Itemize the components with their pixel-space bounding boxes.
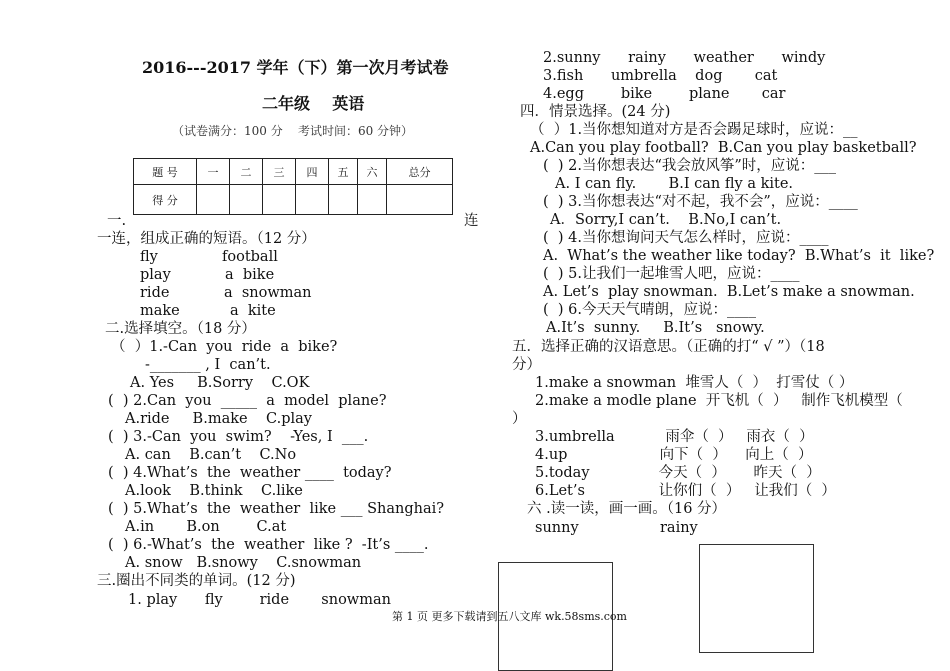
score-cell[interactable] — [329, 185, 358, 215]
score-table — [133, 158, 453, 215]
part3-item-1: 1. play fly ride snowman — [128, 592, 391, 608]
part5-item-2-cont: ） — [512, 411, 527, 427]
score-header-2: 二 — [230, 159, 263, 185]
part1-heading-b: 连 — [464, 213, 479, 229]
part1-left-4: make — [140, 303, 180, 319]
part1-right-1: football — [222, 249, 278, 265]
part1-left-1: fly — [140, 249, 158, 265]
part2-q4-options: A.look B.think C.like — [125, 483, 303, 499]
score-header-4: 四 — [296, 159, 329, 185]
score-header-1: 一 — [197, 159, 230, 185]
part5-heading-cont: 分） — [512, 357, 541, 373]
part6-heading: 六 .读一读，画一画。（16 分） — [527, 501, 727, 517]
score-cell[interactable] — [296, 185, 329, 215]
part6-word-sunny: sunny — [535, 520, 579, 536]
part2-q2: ( ) 2.Can you _____ a model plane? — [108, 393, 387, 409]
part5-heading: 五．选择正确的汉语意思。（正确的打“ √ ”）（18 — [512, 339, 825, 355]
part4-q2-options: A. I can fly. B.I can fly a kite. — [555, 176, 794, 192]
score-cell[interactable] — [230, 185, 263, 215]
score-header-3: 三 — [263, 159, 296, 185]
part6-word-rainy: rainy — [660, 520, 698, 536]
part2-heading: 二.选择填空。（18 分） — [105, 321, 256, 337]
part1-left-2: play — [140, 267, 171, 283]
part4-q1-options: A.Can you play football? B.Can you play basketball? — [530, 140, 917, 156]
score-header-6: 六 — [358, 159, 387, 185]
score-cell[interactable] — [197, 185, 230, 215]
part1-right-2: a bike — [225, 267, 275, 283]
part5-item-2: 2.make a modle plane 开飞机（ ） 制作飞机模型（ — [535, 393, 903, 409]
part4-q1: （ ）1.当你想知道对方是否会踢足球时，应说：__ — [530, 122, 858, 138]
score-cell[interactable] — [358, 185, 387, 215]
part2-q2-options: A.ride B.make C.play — [125, 411, 312, 427]
score-cell[interactable] — [263, 185, 296, 215]
part1-heading: 一连，组成正确的短语。（12 分） — [97, 231, 316, 247]
part1-right-3: a snowman — [224, 285, 312, 301]
exam-title: 2016---2017 学年（下）第一次月考试卷 — [142, 58, 449, 77]
part5-item-4: 4.up 向下（ ） 向上（ ） — [535, 447, 813, 463]
part5-item-1: 1.make a snowman 堆雪人（ ） 打雪仗（ ） — [535, 375, 854, 391]
part3-item-3: 3.fish umbrella dog cat — [543, 68, 778, 84]
part2-q1-line2: -_______ , I can’t. — [145, 357, 271, 373]
part1-left-3: ride — [140, 285, 170, 301]
part4-heading: 四．情景选择。(24 分) — [520, 104, 671, 120]
part4-q6: ( ) 6.今天天气晴朗，应说：____ — [543, 302, 756, 318]
score-header-label: 题 号 — [134, 159, 197, 185]
part4-q5-options: A. Let’s play snowman. B.Let’s make a snowman. — [543, 284, 915, 300]
part4-q3-options: A．Sorry,I can’t. B.No,I can’t. — [550, 212, 782, 228]
part2-q5-options: A.in B.on C.at — [125, 519, 287, 535]
part2-q6: ( ) 6.-What’s the weather like ? -It’s ____. — [108, 537, 429, 553]
score-cell-total[interactable] — [387, 185, 453, 215]
part5-item-6: 6.Let’s 让你们（ ） 让我们（ ） — [535, 483, 836, 499]
part3-item-4: 4.egg bike plane car — [543, 86, 786, 102]
part2-q3: ( ) 3.-Can you swim? -Yes, I ___. — [108, 429, 369, 445]
part1-right-4: a kite — [230, 303, 276, 319]
part2-q6-options: A. snow B.snowy C.snowman — [125, 555, 362, 571]
part4-q3: ( ) 3.当你想表达“对不起，我不会”，应说：____ — [543, 194, 858, 210]
part4-q4: ( ) 4.当你想询问天气怎么样时，应说：____ — [543, 230, 829, 246]
part2-q4: ( ) 4.What’s the weather ____ today? — [108, 465, 392, 481]
part2-q3-options: A. can B.can’t C.No — [125, 447, 297, 463]
part4-q5: ( ) 5.让我们一起堆雪人吧，应说：____ — [543, 266, 800, 282]
part2-q5: ( ) 5.What’s the weather like ___ Shanghai? — [108, 501, 444, 517]
part4-q2: ( ) 2.当你想表达“我会放风筝”时，应说：___ — [543, 158, 837, 174]
score-header-5: 五 — [329, 159, 358, 185]
score-row-label: 得 分 — [134, 185, 197, 215]
drawing-box-rainy[interactable] — [699, 544, 814, 653]
part4-q4-options: A. What’s the weather like today? B.What’s it like? — [543, 248, 935, 264]
part5-item-5: 5.today 今天（ ） 昨天（ ） — [535, 465, 821, 481]
exam-info: （试卷满分：100 分 考试时间：60 分钟） — [172, 124, 414, 138]
score-header-total: 总分 — [387, 159, 453, 185]
part2-q1-options: A. Yes B.Sorry C.OK — [130, 375, 310, 391]
part3-heading: 三.圈出不同类的单词。(12 分) — [97, 573, 296, 589]
part1-heading-a: 一. — [107, 213, 127, 229]
part3-item-2: 2.sunny rainy weather windy — [543, 50, 826, 66]
page-footer: 第 1 页 更多下载请到五八文库 wk.58sms.com — [392, 610, 627, 623]
part2-q1: （ ）1.-Can you ride a bike? — [111, 339, 338, 355]
part5-item-3: 3.umbrella 雨伞（ ） 雨衣（ ） — [535, 429, 814, 445]
part4-q6-options: A.It’s sunny. B.It’s snowy. — [546, 320, 765, 336]
exam-subtitle: 二年级 英语 — [262, 94, 365, 113]
